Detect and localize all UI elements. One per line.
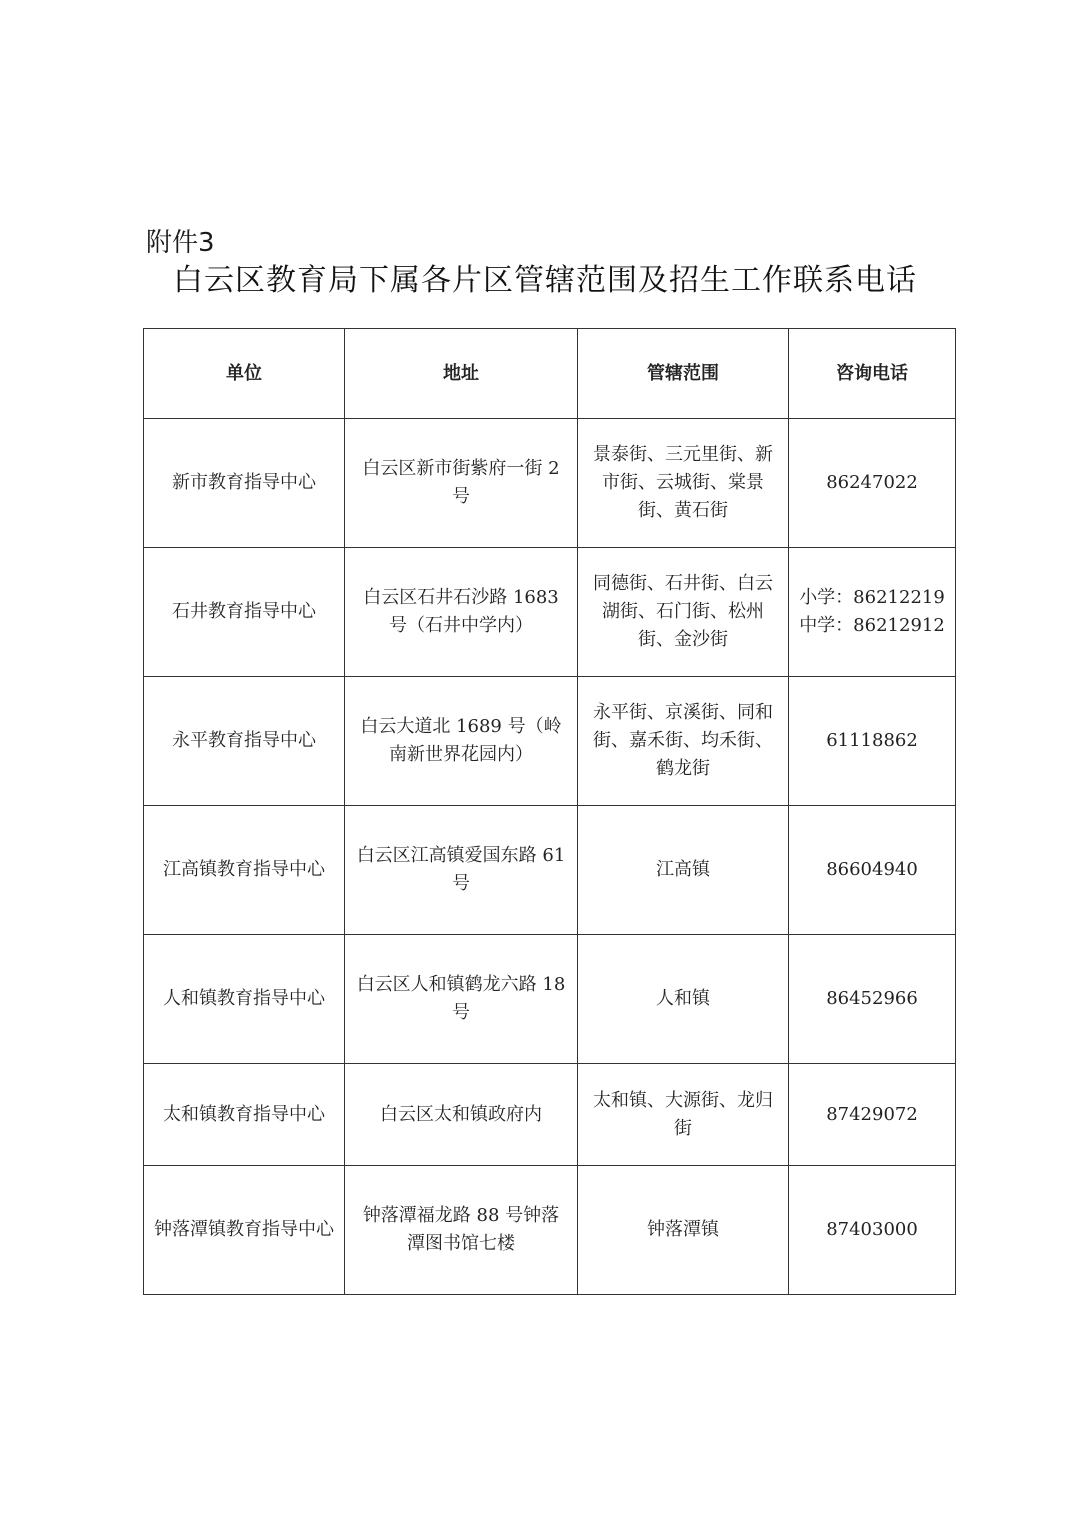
cell-unit: 人和镇教育指导中心 <box>144 935 345 1064</box>
cell-phone: 87403000 <box>789 1166 956 1295</box>
table-row <box>144 1064 956 1166</box>
header-scope: 管辖范围 <box>578 329 789 419</box>
table-row <box>144 677 956 806</box>
table-row <box>144 548 956 677</box>
cell-unit: 永平教育指导中心 <box>144 677 345 806</box>
cell-scope: 太和镇、大源街、龙归街 <box>578 1064 789 1166</box>
cell-address: 白云区新市街紫府一街 2 号 <box>345 419 578 548</box>
cell-scope: 人和镇 <box>578 935 789 1064</box>
cell-phone: 86452966 <box>789 935 956 1064</box>
cell-phone: 61118862 <box>789 677 956 806</box>
table-row <box>144 419 956 548</box>
header-phone: 咨询电话 <box>789 329 956 419</box>
cell-address: 白云区江高镇爱国东路 61 号 <box>345 806 578 935</box>
header-unit: 单位 <box>144 329 345 419</box>
cell-phone: 87429072 <box>789 1064 956 1166</box>
attachment-label: 附件3 <box>146 228 215 258</box>
cell-address: 白云大道北 1689 号（岭南新世界花园内） <box>345 677 578 806</box>
cell-unit: 新市教育指导中心 <box>144 419 345 548</box>
table-header-row <box>144 329 956 419</box>
phone-primary: 小学：86212219 <box>799 587 945 608</box>
table-row <box>144 935 956 1064</box>
phone-middle-school: 中学：86212912 <box>799 615 945 636</box>
contact-table <box>143 328 956 1295</box>
page-title: 白云区教育局下属各片区管辖范围及招生工作联系电话 <box>173 263 917 298</box>
table-row <box>144 806 956 935</box>
cell-scope: 永平街、京溪街、同和街、嘉禾街、均禾街、鹤龙街 <box>578 677 789 806</box>
cell-phone <box>789 548 956 677</box>
cell-scope: 同德街、石井街、白云湖街、石门街、松州街、金沙街 <box>578 548 789 677</box>
cell-scope: 江高镇 <box>578 806 789 935</box>
cell-address: 白云区人和镇鹤龙六路 18 号 <box>345 935 578 1064</box>
cell-phone: 86247022 <box>789 419 956 548</box>
cell-address: 白云区太和镇政府内 <box>345 1064 578 1166</box>
cell-unit: 钟落潭镇教育指导中心 <box>144 1166 345 1295</box>
table-row <box>144 1166 956 1295</box>
cell-scope: 钟落潭镇 <box>578 1166 789 1295</box>
cell-unit: 江高镇教育指导中心 <box>144 806 345 935</box>
cell-unit: 太和镇教育指导中心 <box>144 1064 345 1166</box>
cell-unit: 石井教育指导中心 <box>144 548 345 677</box>
cell-phone: 86604940 <box>789 806 956 935</box>
cell-scope: 景泰街、三元里街、新市街、云城街、棠景街、黄石街 <box>578 419 789 548</box>
cell-address: 白云区石井石沙路 1683 号（石井中学内） <box>345 548 578 677</box>
header-address: 地址 <box>345 329 578 419</box>
cell-address: 钟落潭福龙路 88 号钟落潭图书馆七楼 <box>345 1166 578 1295</box>
